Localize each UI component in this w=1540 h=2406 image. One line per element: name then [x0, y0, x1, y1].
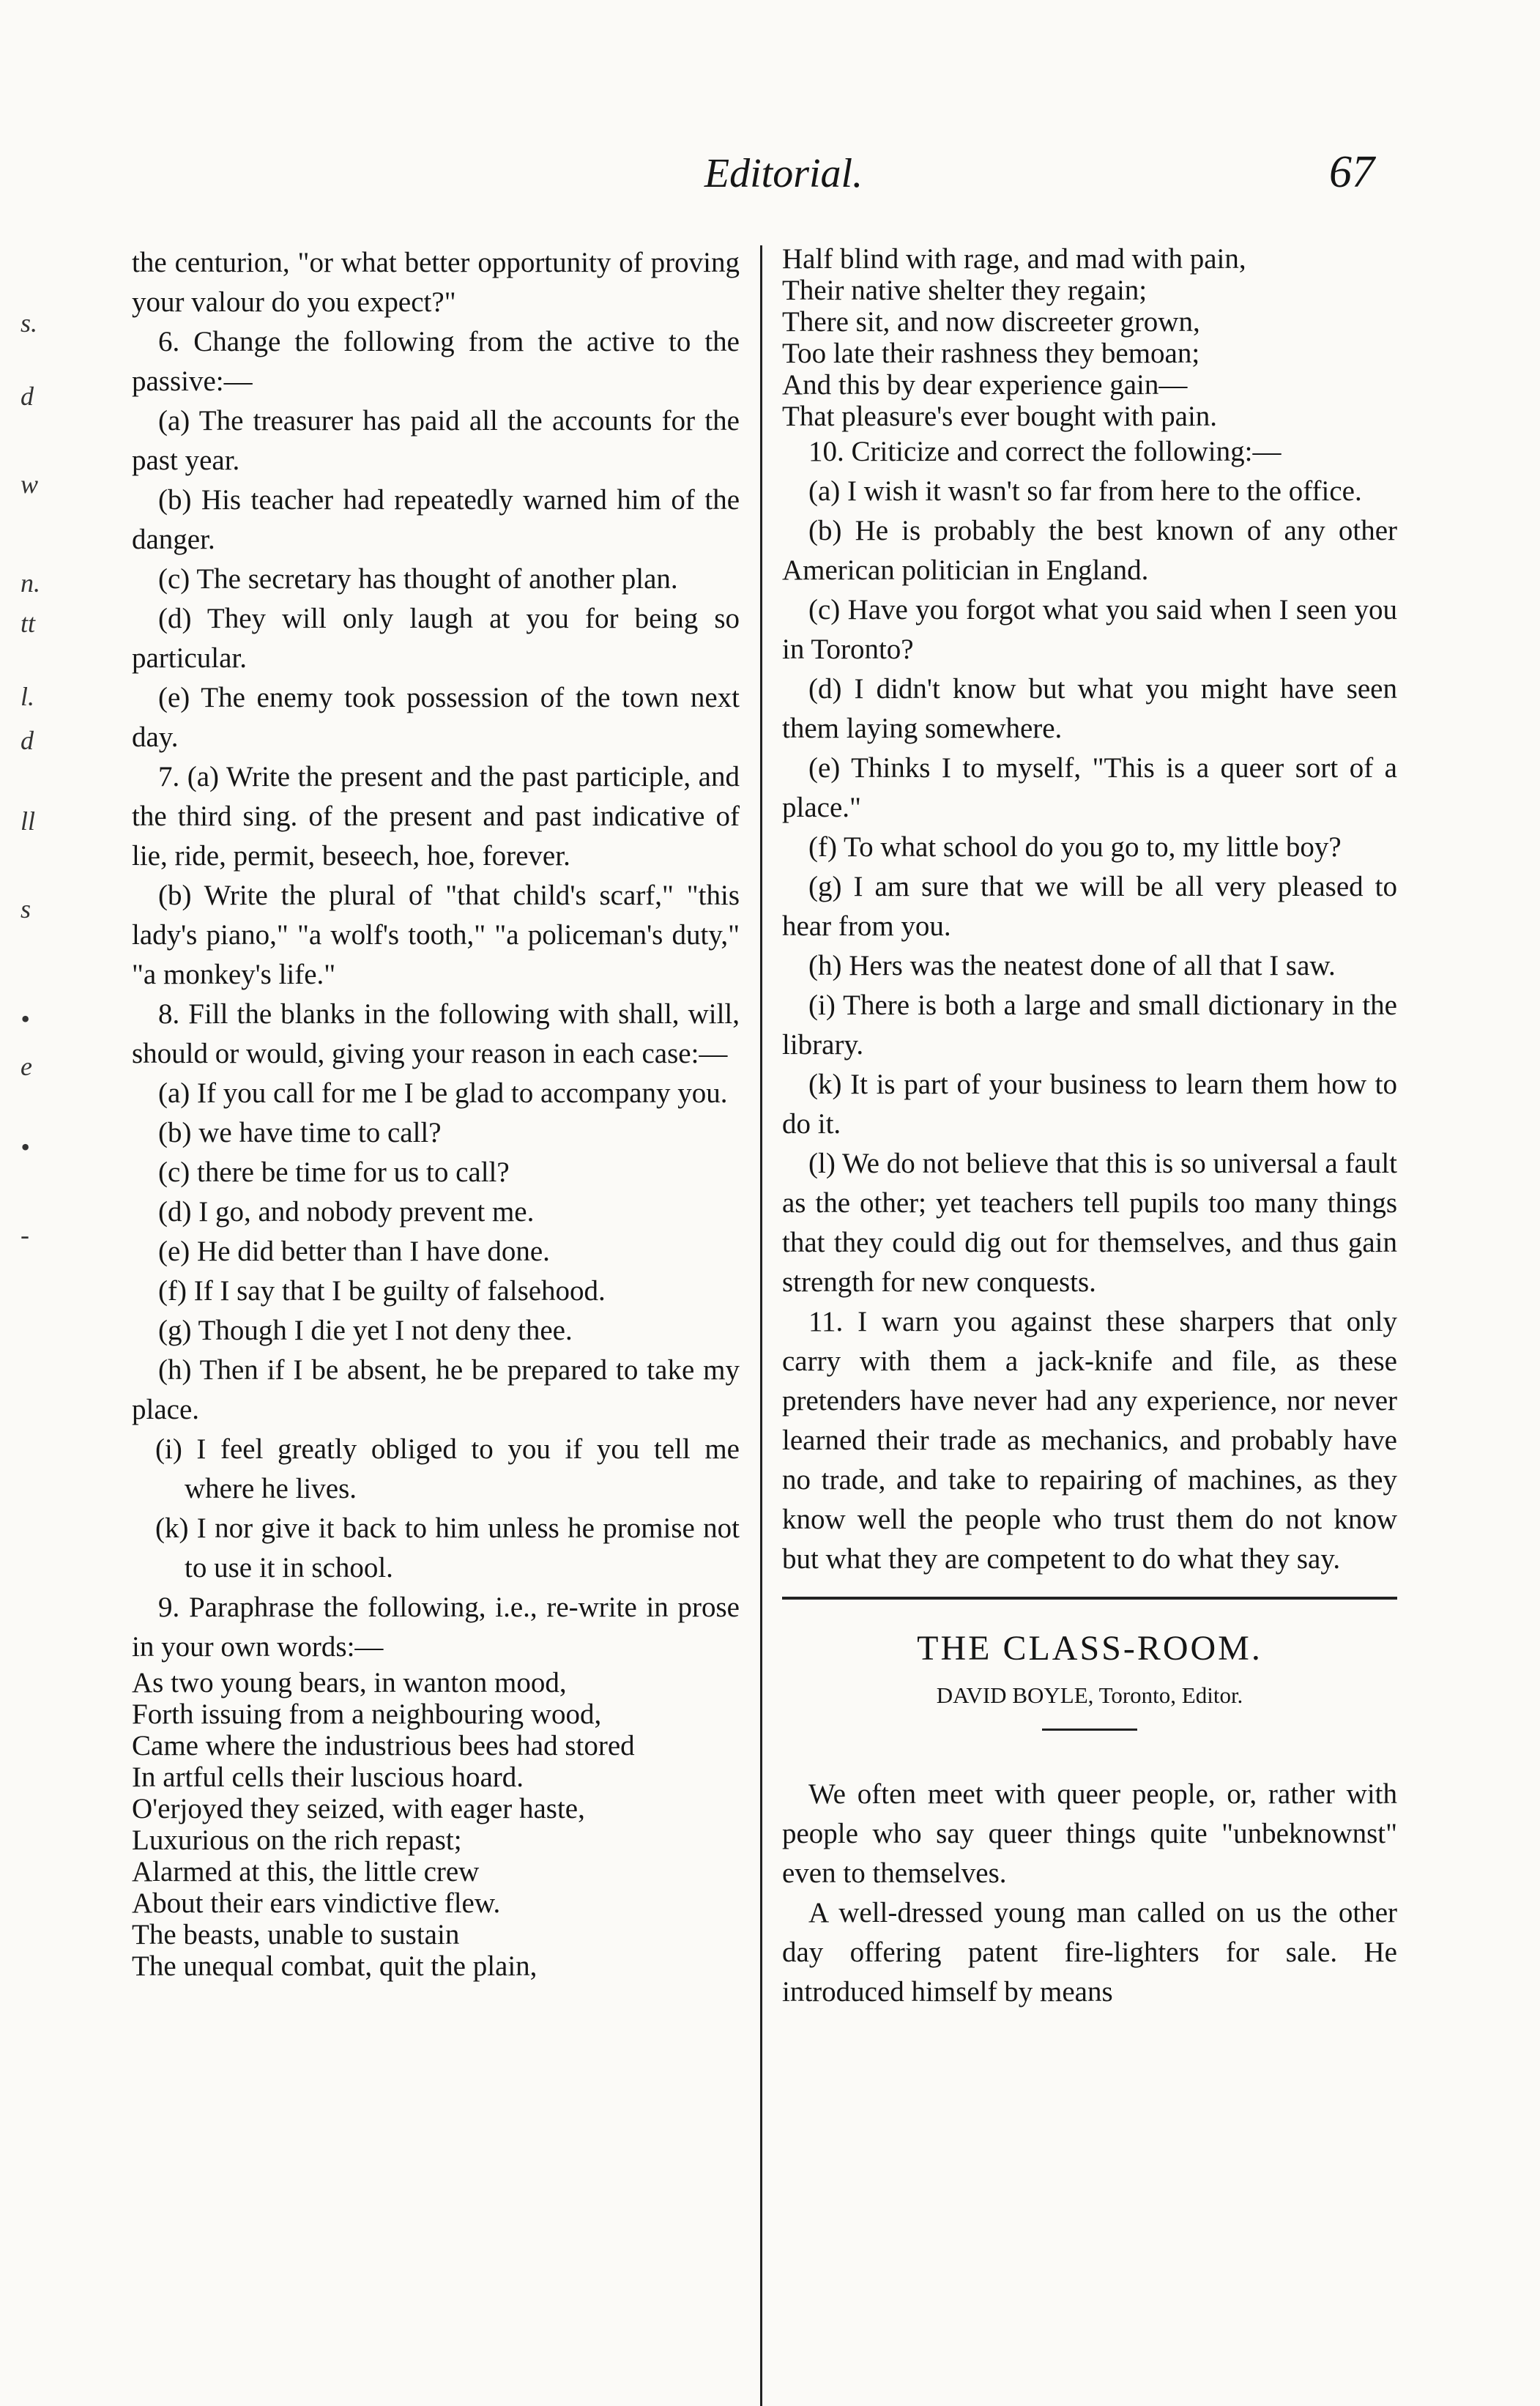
- list-item: (i) There is both a large and small dictionary in the library.: [782, 989, 1397, 1061]
- verse-line: The unequal combat, quit the plain,: [132, 1950, 537, 1982]
- verse-line: Too late their rashness they bemoan;: [782, 338, 1200, 369]
- list-item: (b) we have time to call?: [158, 1117, 442, 1148]
- paragraph: We often meet with queer people, or, rather with people who say queer things quite "unbeknownst" even to themselves.: [782, 1778, 1397, 1889]
- list-item: (b) His teacher had repeatedly warned him of the danger.: [132, 484, 740, 555]
- section-divider: [782, 1597, 1397, 1600]
- list-item: (e) He did better than I have done.: [158, 1236, 550, 1267]
- list-item: (e) The enemy took possession of the town next day.: [132, 682, 740, 753]
- list-item: (d) I go, and nobody prevent me.: [158, 1196, 535, 1228]
- margin-mark: n.: [21, 568, 40, 598]
- list-item: (k) It is part of your business to learn them how to do it.: [782, 1069, 1397, 1140]
- verse-line: That pleasure's ever bought with pain.: [782, 401, 1218, 432]
- list-item: (h) Hers was the neatest done of all that I saw.: [808, 950, 1336, 981]
- list-item: (f) To what school do you go to, my little boy?: [808, 831, 1342, 863]
- list-item: (l) We do not believe that this is so universal a fault as the other; yet teachers tell pupils too many things that they could dig out for themselves, and thus gain strength for new conquests.: [782, 1148, 1397, 1298]
- margin-mark: ll: [21, 806, 36, 836]
- list-item: (a) I wish it wasn't so far from here to the office.: [808, 475, 1362, 507]
- margin-mark: s: [21, 894, 31, 924]
- list-item: (a) The treasurer has paid all the accounts for the past year.: [132, 405, 740, 476]
- margin-mark: w: [21, 469, 39, 499]
- margin-mark: tt: [21, 609, 36, 638]
- list-item: (f) If I say that I be guilty of falsehood.: [158, 1275, 606, 1307]
- list-item: (i) I feel greatly obliged to you if you tell me where he lives.: [155, 1433, 740, 1504]
- verse-line: O'erjoyed they seized, with eager haste,: [132, 1793, 585, 1824]
- right-column: [782, 243, 1397, 2012]
- verse-line: About their ears vindictive flew.: [132, 1887, 501, 1919]
- margin-mark: l.: [21, 682, 35, 711]
- question-6: 6. Change the following from the active to the passive:—: [132, 326, 740, 397]
- question-9: 9. Paraphrase the following, i.e., re-write in prose in your own words:—: [132, 1592, 740, 1663]
- question-10: 10. Criticize and correct the following:—: [808, 436, 1282, 467]
- list-item: (h) Then if I be absent, he be prepared to take my place.: [132, 1354, 740, 1425]
- verse-line: Alarmed at this, the little crew: [132, 1856, 480, 1887]
- list-item: (g) I am sure that we will be all very pleased to hear from you.: [782, 871, 1397, 942]
- running-head-title: Editorial.: [704, 151, 863, 196]
- paragraph: A well-dressed young man called on us the other day offering patent fire-lighters for sale. He introduced himself by means: [782, 1897, 1397, 2008]
- verse-line: In artful cells their luscious hoard.: [132, 1761, 524, 1793]
- margin-mark: s.: [21, 308, 38, 338]
- verse-line: The beasts, unable to sustain: [132, 1919, 460, 1950]
- margin-mark: -: [21, 1220, 29, 1250]
- list-item: (c) The secretary has thought of another plan.: [158, 563, 678, 595]
- list-item: (g) Though I die yet I not deny thee.: [158, 1315, 573, 1346]
- list-item: (k) I nor give it back to him unless he promise not to use it in school.: [155, 1512, 740, 1583]
- section-title: THE CLASS-ROOM.: [917, 1629, 1262, 1668]
- verse-line: Half blind with rage, and mad with pain,: [782, 243, 1246, 275]
- question-11: 11. I warn you against these sharpers that only carry with them a jack-knife and file, as these pretenders have never had any experience, nor never learned their trade as mechanics, and probably have no trade, and take to repairing of machines, as they know well the people who trust them do not know but what they are competent to do what they say.: [782, 1306, 1397, 1575]
- left-column: [132, 243, 740, 1982]
- verse-line: Their native shelter they regain;: [782, 275, 1147, 306]
- verse-line: Forth issuing from a neighbouring wood,: [132, 1698, 602, 1730]
- margin-mark: d: [21, 726, 34, 755]
- list-item: (d) I didn't know but what you might have seen them laying somewhere.: [782, 673, 1397, 744]
- question-7a: 7. (a) Write the present and the past participle, and the third sing. of the present and past indicative of lie, ride, permit, beseech, hoe, forever.: [132, 761, 740, 872]
- margin-mark: •: [21, 1004, 30, 1033]
- margin-mark: e: [21, 1052, 32, 1081]
- margin-mark: •: [21, 1132, 30, 1162]
- short-divider: [1042, 1729, 1137, 1731]
- verse-line: As two young bears, in wanton mood,: [132, 1667, 567, 1698]
- margin-mark: d: [21, 382, 34, 411]
- verse-line: There sit, and now discreeter grown,: [782, 306, 1200, 338]
- verse-line: Luxurious on the rich repast;: [132, 1824, 462, 1856]
- editor-byline: DAVID BOYLE, Toronto, Editor.: [936, 1682, 1243, 1708]
- page-number: 67: [1329, 147, 1375, 197]
- list-item: (d) They will only laugh at you for being so particular.: [132, 603, 740, 674]
- verse-line: And this by dear experience gain—: [782, 369, 1188, 401]
- list-item: (a) If you call for me I be glad to accompany you.: [158, 1077, 728, 1109]
- question-7b: (b) Write the plural of "that child's scarf," "this lady's piano," "a wolf's tooth," "a policeman's duty," "a monkey's life.": [132, 880, 740, 990]
- list-item: (c) Have you forgot what you said when I seen you in Toronto?: [782, 594, 1397, 665]
- column-divider: [760, 245, 762, 2406]
- paragraph: the centurion, "or what better opportunity of proving your valour do you expect?": [132, 247, 740, 318]
- verse-line: Came where the industrious bees had stored: [132, 1730, 635, 1761]
- question-8: 8. Fill the blanks in the following with shall, will, should or would, giving your reason in each case:—: [132, 998, 740, 1069]
- list-item: (e) Thinks I to myself, "This is a queer sort of a place.": [782, 752, 1397, 823]
- list-item: (b) He is probably the best known of any other American politician in England.: [782, 515, 1397, 586]
- list-item: (c) there be time for us to call?: [158, 1156, 510, 1188]
